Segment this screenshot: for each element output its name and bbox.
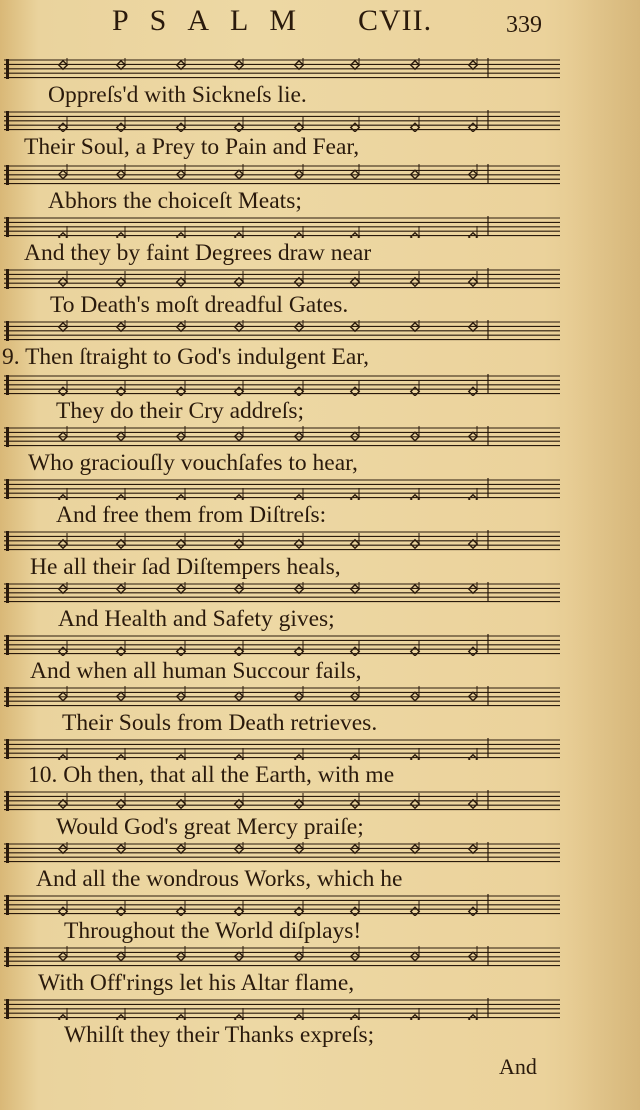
lyric-line: Oppreſs'd with Sickneſs lie. <box>48 82 307 108</box>
music-staff <box>0 110 562 132</box>
note-head <box>469 907 477 915</box>
note-head <box>295 387 303 395</box>
music-staff <box>0 790 562 812</box>
note-head <box>59 387 67 395</box>
music-staff <box>0 842 562 864</box>
clef-mark <box>6 479 9 499</box>
music-staff <box>0 268 562 290</box>
lyric-line: And all the wondrous Works, which he <box>36 866 403 892</box>
music-staff <box>0 582 562 604</box>
page-number: 339 <box>506 12 542 38</box>
clef-mark <box>6 375 9 395</box>
note-head <box>411 323 419 331</box>
psalm-number: CVII. <box>358 4 433 37</box>
note-head <box>177 647 185 655</box>
note-head <box>177 387 185 395</box>
note-head <box>295 123 303 131</box>
lyric-line: And they by faint Degrees draw near <box>24 240 372 266</box>
note-head <box>117 647 125 655</box>
note-head <box>411 845 419 853</box>
note-head <box>295 845 303 853</box>
clef-mark <box>6 321 9 341</box>
note-head <box>117 387 125 395</box>
lyric-line: To Death's moſt dreadful Gates. <box>50 292 349 318</box>
note-head <box>295 585 303 593</box>
clef-mark <box>6 59 9 79</box>
note-head <box>351 585 359 593</box>
music-staff <box>0 894 562 916</box>
lyric-line: Abhors the choiceſt Meats; <box>48 188 302 214</box>
clef-mark <box>6 739 9 759</box>
note-head <box>295 907 303 915</box>
lyric-line: 9. Then ſtraight to God's indulgent Ear, <box>2 344 370 370</box>
note-head <box>235 907 243 915</box>
music-staff <box>0 530 562 552</box>
note-head <box>469 61 477 69</box>
note-head <box>235 845 243 853</box>
note-head <box>469 387 477 395</box>
note-head <box>59 61 67 69</box>
note-head <box>235 323 243 331</box>
note-head <box>177 123 185 131</box>
clef-mark <box>6 687 9 707</box>
music-staff <box>0 738 562 760</box>
note-head <box>235 585 243 593</box>
note-head <box>59 647 67 655</box>
note-head <box>117 585 125 593</box>
clef-mark <box>6 895 9 915</box>
music-staff <box>0 374 562 396</box>
clef-mark <box>6 999 9 1019</box>
music-staff <box>0 320 562 342</box>
note-head <box>469 647 477 655</box>
music-staff <box>0 426 562 448</box>
note-head <box>469 123 477 131</box>
note-head <box>411 61 419 69</box>
lyric-line: He all their ſad Diſtempers heals, <box>30 554 341 580</box>
note-head <box>117 61 125 69</box>
lyric-line: Would God's great Mercy praiſe; <box>56 814 364 840</box>
note-head <box>411 387 419 395</box>
lyric-line: Who graciouſly vouchſafes to hear, <box>28 450 358 476</box>
note-head <box>59 585 67 593</box>
music-staff <box>0 946 562 968</box>
lyric-line: Whilſt they their Thanks expreſs; <box>64 1022 375 1048</box>
music-staff <box>0 164 562 186</box>
note-head <box>117 123 125 131</box>
clef-mark <box>6 111 9 131</box>
note-head <box>469 845 477 853</box>
note-head <box>235 647 243 655</box>
clef-mark <box>6 269 9 289</box>
clef-mark <box>6 843 9 863</box>
lyric-line: Their Souls from Death retrieves. <box>62 710 378 736</box>
note-head <box>235 387 243 395</box>
clef-mark <box>6 791 9 811</box>
note-head <box>117 845 125 853</box>
lyric-line: 10. Oh then, that all the Earth, with me <box>28 762 395 788</box>
note-head <box>177 323 185 331</box>
clef-mark <box>6 635 9 655</box>
catchword: And <box>499 1054 537 1079</box>
note-head <box>411 123 419 131</box>
note-head <box>117 323 125 331</box>
clef-mark <box>6 583 9 603</box>
music-staff <box>0 478 562 500</box>
note-head <box>351 123 359 131</box>
music-staff <box>0 998 562 1020</box>
music-staff <box>0 216 562 238</box>
note-head <box>235 61 243 69</box>
clef-mark <box>6 427 9 447</box>
lyric-line: Throughout the World diſplays! <box>64 918 362 944</box>
note-head <box>59 323 67 331</box>
note-head <box>295 647 303 655</box>
note-head <box>59 123 67 131</box>
note-head <box>177 845 185 853</box>
note-head <box>351 907 359 915</box>
note-head <box>295 61 303 69</box>
note-head <box>411 907 419 915</box>
note-head <box>411 647 419 655</box>
note-head <box>351 647 359 655</box>
note-head <box>295 323 303 331</box>
note-head <box>351 323 359 331</box>
clef-mark <box>6 531 9 551</box>
note-head <box>177 907 185 915</box>
note-head <box>177 61 185 69</box>
lyric-line: Their Soul, a Prey to Pain and Fear, <box>24 134 360 160</box>
show-through-edge <box>570 0 640 1110</box>
music-staff <box>0 634 562 656</box>
note-head <box>177 585 185 593</box>
note-head <box>469 323 477 331</box>
clef-mark <box>6 217 9 237</box>
note-head <box>351 387 359 395</box>
lyric-line: They do their Cry addreſs; <box>56 398 304 424</box>
lyric-line: With Off'rings let his Altar flame, <box>38 970 355 996</box>
note-head <box>235 123 243 131</box>
note-head <box>351 61 359 69</box>
lyric-line: And when all human Succour fails, <box>30 658 362 684</box>
note-head <box>59 907 67 915</box>
note-head <box>117 907 125 915</box>
note-head <box>469 585 477 593</box>
running-head-title: PSALM <box>112 4 318 37</box>
note-head <box>411 585 419 593</box>
note-head <box>351 845 359 853</box>
music-staff <box>0 686 562 708</box>
note-head <box>59 845 67 853</box>
lyric-line: And free them from Diſtreſs: <box>56 502 327 528</box>
clef-mark <box>6 947 9 967</box>
clef-mark <box>6 165 9 185</box>
music-staff <box>0 58 562 80</box>
lyric-line: And Health and Safety gives; <box>58 606 335 632</box>
